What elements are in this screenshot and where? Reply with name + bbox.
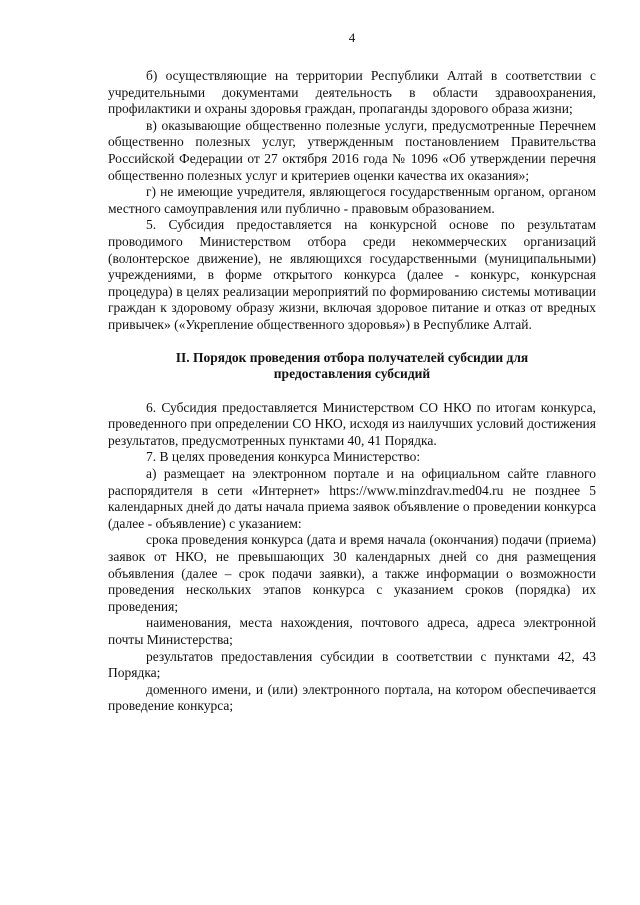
list-item-domain: доменного имени, и (или) электронного портала, на котором обеспечивается проведение конкурса; <box>108 681 596 714</box>
paragraph-g: г) не имеющие учредителя, являющегося государственным органом, органом местного самоуправления или публично - правовым образованием. <box>108 184 596 216</box>
section-heading-line1: II. Порядок проведения отбора получателей субсидии для <box>175 349 529 365</box>
list-item-deadline: срока проведения конкурса (дата и время начала (окончания) подачи (приема) заявок от НКО, не превышающих 30 календарных дней со дня размещения объявления (далее – срок подачи заявки), а также информации о возможности проведения нескольких этапов конкурса с указанием сроков (порядка) их проведения; <box>108 532 596 614</box>
document-page <box>108 30 596 715</box>
paragraph-7a: а) размещает на электронном портале и на официальном сайте главного распорядителя в сети «Интернет» https://www.minzdrav.med04.ru не позднее 5 календарных дней до даты начала приема заявок объявление о проведении конкурса (далее - объявление) с указанием: <box>108 466 596 531</box>
paragraph-v: в) оказывающие общественно полезные услуги, предусмотренные Перечнем общественно полезных услуг, утвержденным постановлением Правительства Российской Федерации от 27 октября 2016 года № 1096 «Об утверждении перечня общественно полезных услуг и критериев оценки качества их оказания»; <box>108 117 596 183</box>
paragraph-5: 5. Субсидия предоставляется на конкурсной основе по результатам проводимого Министерством отбора среди некоммерческих организаций (волонтерское движение), не являющихся государственными (муниципальными) учреждениями, в форме открытого конкурса (далее - конкурс, конкурсная процедура) в целях реализации мероприятий по формированию системы мотивации граждан к здоровому образу жизни, включая здоровое питание и отказ от вредных привычек» («Укрепление общественного здоровья») в Республике Алтай. <box>108 217 596 332</box>
paragraph-b: б) осуществляющие на территории Республики Алтай в соответствии с учредительными документами деятельность в области здравоохранения, профилактики и охраны здоровья граждан, пропаганды здорового образа жизни; <box>108 68 596 117</box>
paragraph-7: 7. В целях проведения конкурса Министерство: <box>146 449 421 465</box>
section-heading <box>108 350 596 383</box>
section-heading-line2: предоставления субсидий <box>273 366 431 382</box>
list-item-name: наименования, места нахождения, почтового адреса, адреса электронной почты Министерства; <box>108 615 596 647</box>
paragraph-6: 6. Субсидия предоставляется Министерством СО НКО по итогам конкурса, проведенного при определении СО НКО, исходя из наилучших условий достижения результатов, предусмотренных пунктами 40, 41 Порядка. <box>108 399 596 448</box>
page-number: 4 <box>348 30 356 45</box>
list-item-results: результатов предоставления субсидии в соответствии с пунктами 42, 43 Порядка; <box>108 648 596 681</box>
